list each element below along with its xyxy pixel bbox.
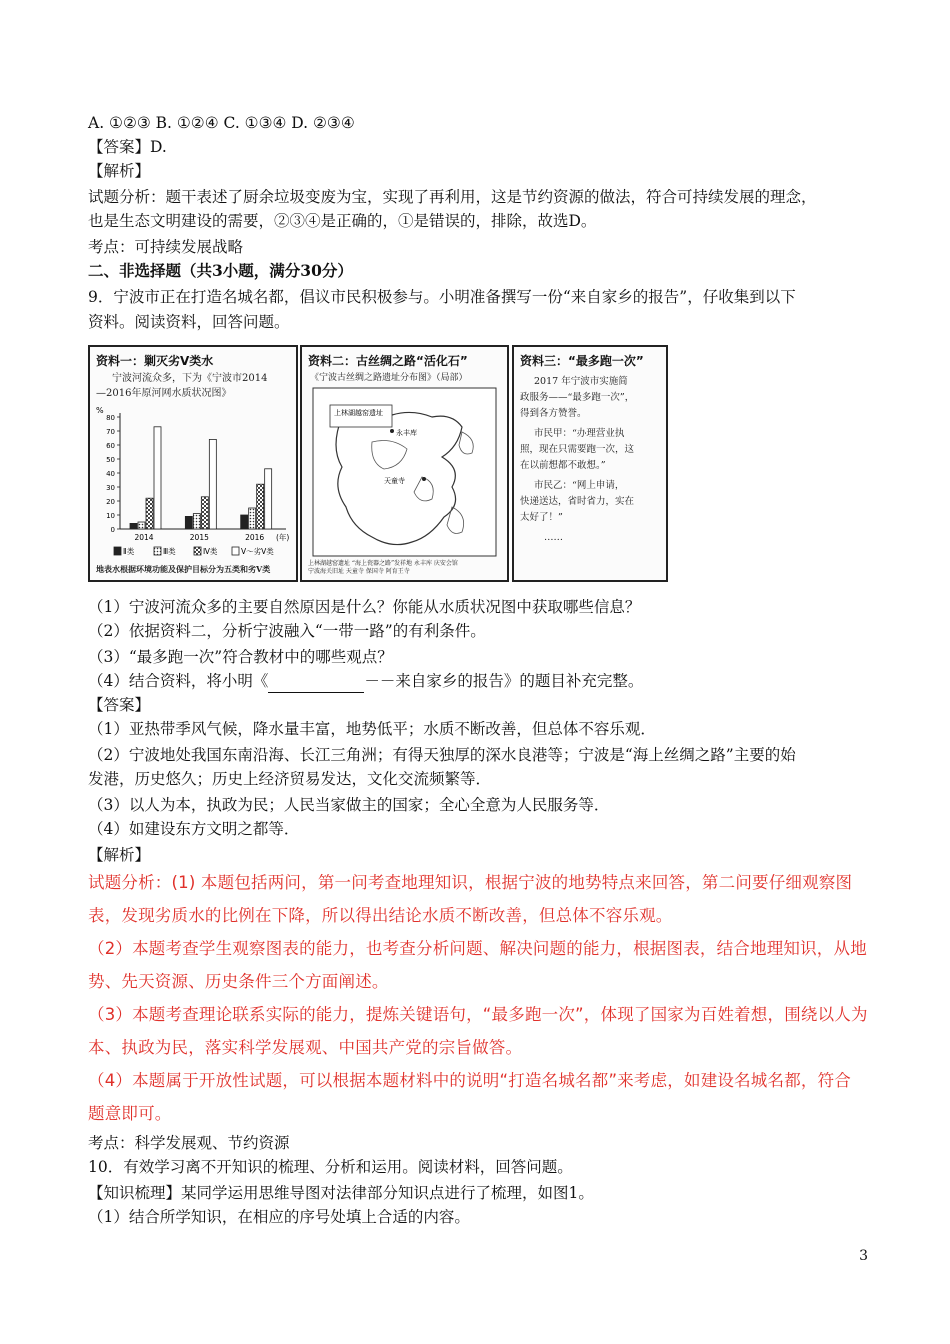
bar xyxy=(146,498,153,529)
bar xyxy=(257,484,264,529)
material-3-line: 2017 年宁波市实施简 xyxy=(534,376,628,387)
answer-item: （1）亚热带季风气候，降水量丰富，地势低平；水质不断改善，但总体不容乐观． xyxy=(88,720,656,738)
bar xyxy=(209,439,216,529)
bar xyxy=(265,469,272,529)
material-2-caption: 上林湖越窑遗址 “海上瓷器之路”发祥地 永丰库 庆安会馆 xyxy=(308,560,458,567)
bar xyxy=(138,522,145,529)
bar xyxy=(241,515,248,529)
answer-item: 发港，历史悠久；历史上经济贸易发达，文化交流频繁等． xyxy=(88,770,492,788)
y-tick-label: 20 xyxy=(106,498,115,506)
q9-subquestion-text: －－来自家乡的报告》的题目补充完整。 xyxy=(364,672,644,690)
q9-subquestion: （2）依据资料二，分析宁波融入“一带一路”的有利条件。 xyxy=(88,622,486,640)
section-title: 二、非选择题（共3小题，满分30分） xyxy=(88,261,353,280)
options-line: A. ①②③ B. ①②④ C. ①③④ D. ②③④ xyxy=(88,114,355,132)
analysis-label: 【解析】 xyxy=(88,162,151,180)
y-tick-label: 50 xyxy=(106,456,115,464)
material-2-title: 资料二：古丝绸之路“活化石” xyxy=(308,354,468,368)
material-1-title: 资料一：剿灭劣Ⅴ类水 xyxy=(96,354,214,368)
q9-subquestion xyxy=(88,670,643,693)
material-3-line: 政服务——“最多跑一次”， xyxy=(520,392,635,403)
material-3-line: 市民甲：“办理营业执 xyxy=(534,428,625,439)
silk-road-map xyxy=(312,387,497,557)
y-tick-label: 30 xyxy=(106,484,115,492)
material-2-subtitle: 《宁波古丝绸之路遗址分布图》（局部） xyxy=(310,373,468,383)
answer-item: （4）如建设东方文明之都等． xyxy=(88,820,300,838)
x-tick-label: 2016 xyxy=(245,533,265,542)
bar xyxy=(249,508,256,529)
map-label: 永丰库 xyxy=(396,429,417,437)
answer-line: 【答案】D. xyxy=(88,138,167,156)
q9-subquestion-text: （4）结合资料，将小明《 xyxy=(88,672,269,690)
material-3-line: 快递送达，省时省力，实在 xyxy=(520,496,635,507)
material-3-line: 在以前想都不敢想。” xyxy=(520,460,606,471)
analysis-text-line: 也是生态文明建设的需要，②③④是正确的，①是错误的，排除，故选D。 xyxy=(88,212,597,230)
y-tick-label: 0 xyxy=(110,526,115,534)
question-10-line: （1）结合所学知识，在相应的序号处填上合适的内容。 xyxy=(88,1208,470,1226)
bar xyxy=(185,516,192,529)
y-tick-label: 10 xyxy=(106,512,115,520)
analysis-red-line: 表，发现劣质水的比例在下降，所以得出结论水质不断改善，但总体不容乐观。 xyxy=(88,906,673,925)
q9-subquestion: （3）“最多跑一次”符合教材中的哪些观点？ xyxy=(88,648,393,666)
analysis-red-line: （4）本题属于开放性试题，可以根据本题材料中的说明“打造名城名都”来考虑，如建设名城名都，符合 xyxy=(88,1071,851,1090)
y-tick-label: 60 xyxy=(106,442,115,450)
page-number: 3 xyxy=(859,1248,868,1264)
answer-item: （2）宁波地处我国东南沿海、长江三角洲；有得天独厚的深水良港等；宁波是“海上丝绸之路”主要的始 xyxy=(88,746,796,764)
analysis-red-line: （2）本题考查学生观察图表的能力，也考查分析问题、解决问题的能力，根据图表，结合地理知识，从地 xyxy=(88,939,867,958)
y-tick-label: 70 xyxy=(106,428,115,436)
water-quality-chart xyxy=(90,403,296,573)
analysis-red-line: 试题分析：(1) 本题包括两问，第一问考查地理知识，根据宁波的地势特点来回答，第二问要仔细观察图 xyxy=(88,873,853,892)
fill-in-blank[interactable] xyxy=(268,670,364,693)
analysis-text-line: 试题分析：题干表述了厨余垃圾变废为宝，实现了再利用，这是节约资源的做法，符合可持续发展的理念， xyxy=(88,188,817,206)
material-2-panel xyxy=(300,345,509,582)
question-9-line: 资料。阅读资料，回答问题。 xyxy=(88,313,290,331)
x-tick-label: 2015 xyxy=(189,533,209,542)
bar xyxy=(201,497,208,529)
test-point: 考点：科学发展观、节约资源 xyxy=(88,1134,290,1152)
material-1-text: —2016年原河网水质状况图》 xyxy=(96,388,232,399)
y-tick-label: 80 xyxy=(106,414,115,422)
map-label: 上林湖越窑遗址 xyxy=(334,409,383,417)
material-3-line: …… xyxy=(544,532,563,543)
question-10-line: 10．有效学习离不开知识的梳理、分析和运用。阅读材料，回答问题。 xyxy=(88,1158,573,1176)
legend-label: Ⅴ～劣Ⅴ类 xyxy=(241,547,274,556)
analysis-red-line: 题意即可。 xyxy=(88,1104,172,1123)
legend-label: Ⅱ类 xyxy=(123,547,135,556)
material-3-line: 照，现在只需要跑一次，这 xyxy=(520,444,635,455)
map-label: 天童寺 xyxy=(384,477,405,485)
analysis-red-line: 本、执政为民，落实科学发展观、中国共产党的宗旨做答。 xyxy=(88,1038,523,1057)
analysis-red-line: 势、先天资源、历史条件三个方面阐述。 xyxy=(88,972,389,991)
material-3-line: 市民乙：“网上申请， xyxy=(534,480,625,491)
bar xyxy=(130,523,137,529)
material-1-panel xyxy=(88,345,298,582)
bar xyxy=(154,427,161,529)
material-3-line: 太好了！” xyxy=(520,512,563,523)
answer-item: （3）以人为本，执政为民；人民当家做主的国家；全心全意为人民服务等． xyxy=(88,796,610,814)
legend-swatch xyxy=(194,547,201,555)
answer-label: 【答案】 xyxy=(88,696,151,714)
material-2-caption: 宁波海关旧址 天童寺 保国寺 阿育王寺 xyxy=(308,568,410,575)
test-point: 考点：可持续发展战略 xyxy=(88,238,244,256)
x-axis-unit: (年) xyxy=(276,533,290,542)
analysis-red-line: （3）本题考查理论联系实际的能力，提炼关键语句，“最多跑一次”，体现了国家为百姓着想，围绕以人为 xyxy=(88,1005,868,1024)
material-1-footer: 地表水根据环境功能及保护目标分为五类和劣Ⅴ类 xyxy=(96,564,271,574)
x-tick-label: 2014 xyxy=(134,533,154,542)
y-tick-label: 40 xyxy=(106,470,115,478)
material-3-title: 资料三：“最多跑一次” xyxy=(520,354,644,368)
material-3-panel xyxy=(512,345,668,582)
bar xyxy=(193,514,200,529)
material-3-line: 得到各方赞誉。 xyxy=(520,408,587,419)
material-1-text: 宁波河流众多，下为《宁波市2014 xyxy=(112,373,268,384)
legend-label: Ⅳ类 xyxy=(203,547,218,556)
legend-swatch xyxy=(154,547,161,555)
legend-swatch xyxy=(232,547,239,555)
legend-swatch xyxy=(114,547,121,555)
q9-subquestion: （1）宁波河流众多的主要自然原因是什么？你能从水质状况图中获取哪些信息？ xyxy=(88,598,641,616)
y-axis-unit: % xyxy=(96,406,104,415)
analysis-label: 【解析】 xyxy=(88,846,151,864)
question-10-line: 【知识梳理】某同学运用思维导图对法律部分知识点进行了梳理，如图1。 xyxy=(88,1184,594,1202)
question-9-line: 9．宁波市正在打造名城名都，倡议市民积极参与。小明准备撰写一份“来自家乡的报告”，仔收集到以下 xyxy=(88,288,796,306)
legend-label: Ⅲ类 xyxy=(163,547,176,556)
